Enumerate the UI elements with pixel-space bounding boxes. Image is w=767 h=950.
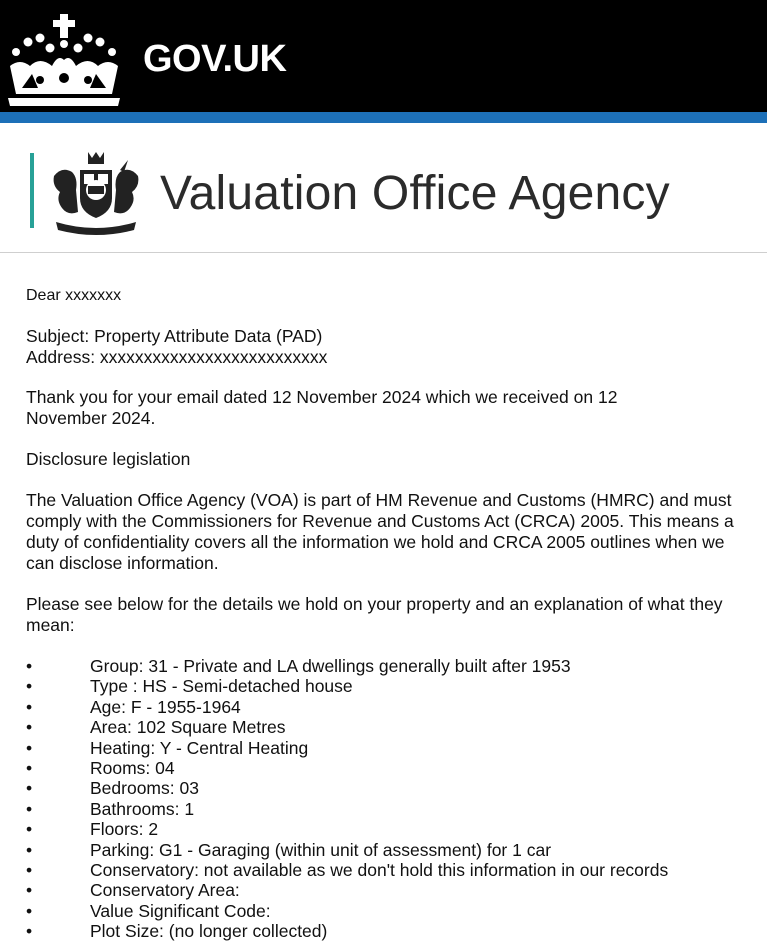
subject-line: Subject: Property Attribute Data (PAD) [26,326,323,346]
bullet-icon: • [26,696,33,717]
header-stripe [0,112,767,123]
bullet-icon: • [26,737,33,758]
property-details-list [26,656,756,941]
bullet-icon: • [26,778,33,799]
disclosure-paragraph: The Valuation Office Agency (VOA) is part of HM Revenue and Customs (HMRC) and must comply with the Commissioners for Revenue and Customs Act (CRCA) 2005. This means a duty of confidentiality covers all the information we hold and CRCA 2005 outlines when we can disclose information. [26,490,734,573]
bullet-icon: • [26,757,33,778]
bullet-icon: • [26,880,33,901]
bullet-icon: • [26,900,33,921]
govuk-brand-text[interactable]: GOV.UK [143,38,287,80]
address-line: Address: xxxxxxxxxxxxxxxxxxxxxxxxxx [26,347,328,367]
list-item: • Bedrooms: 03 [26,778,199,799]
bullet-icon: • [26,839,33,860]
greeting: Dear xxxxxxx [26,287,122,304]
list-item: • Conservatory: not available as we don't hold this information in our records [26,859,669,880]
list-item: • Age: F - 1955-1964 [26,696,241,717]
bullet-icon: • [26,859,33,880]
royal-crest-icon [48,150,144,236]
list-item: • Bathrooms: 1 [26,798,195,819]
thanks-paragraph: Thank you for your email dated 12 November 2024 which we received on 12 November 2024. [26,387,618,428]
list-item: • Plot Size: (no longer collected) [26,921,328,942]
bullet-icon: • [26,921,33,942]
list-item: • Floors: 2 [26,819,159,840]
bullet-icon: • [26,676,33,697]
list-item: • Heating: Y - Central Heating [26,737,309,758]
letter-body [26,285,756,941]
list-item: • Parking: G1 - Garaging (within unit of assessment) for 1 car [26,839,552,860]
subject-block [26,326,756,368]
list-item: • Type : HS - Semi-detached house [26,676,353,697]
list-item: • Group: 31 - Private and LA dwellings generally built after 1953 [26,656,571,676]
section-heading: Disclosure legislation [26,449,191,469]
list-item: • Conservatory Area: [26,880,240,901]
list-item: • Value Significant Code: [26,900,271,921]
bullet-icon: • [26,798,33,819]
bullet-icon: • [26,717,33,738]
list-item: • Rooms: 04 [26,757,175,778]
intro-paragraph: Please see below for the details we hold on your property and an explanation of what they mean: [26,594,723,635]
crown-logo-icon[interactable] [0,8,128,108]
list-item: • Area: 102 Square Metres [26,717,286,738]
bullet-icon: • [26,819,33,840]
header-divider [0,252,767,253]
agency-title: Valuation Office Agency [160,167,670,220]
bullet-icon: • [26,656,33,676]
voa-accent-bar [30,153,34,228]
govuk-header [0,0,767,112]
